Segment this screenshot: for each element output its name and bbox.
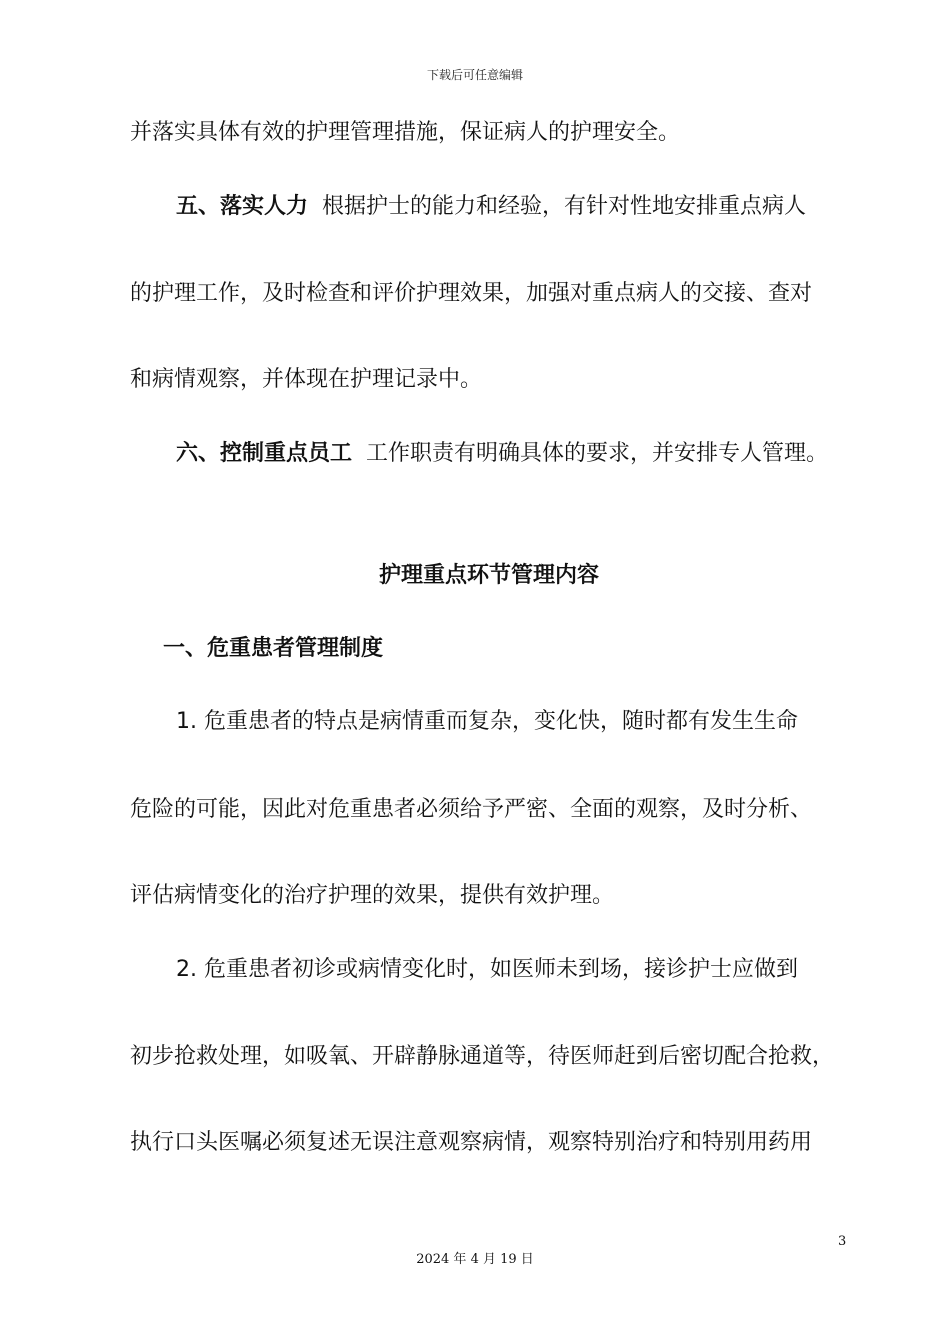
list-item-line: 2. 危重患者初诊或病情变化时，如医师未到场，接诊护士应做到 <box>176 957 798 982</box>
paragraph-line: 和病情观察，并体现在护理记录中。 <box>130 367 483 392</box>
subsection-heading: 一、危重患者管理制度 <box>163 636 384 661</box>
list-item-line: 初步抢救处理，如吸氧、开辟静脉通道等，待医师赶到后密切配合抢救， <box>130 1044 835 1069</box>
paragraph-text: 根据护士的能力和经验，有针对性地安排重点病人 <box>322 194 807 219</box>
page-number: 3 <box>838 1234 847 1249</box>
section-six-heading: 六、控制重点员工 <box>176 441 353 466</box>
paragraph-five-first-line <box>176 192 916 222</box>
paragraph-six-first-line <box>176 439 916 469</box>
paragraph-line: 并落实具体有效的护理管理措施，保证病人的护理安全。 <box>130 120 681 145</box>
section-five-heading: 五、落实人力 <box>176 194 309 219</box>
list-item-line: 危险的可能，因此对危重患者必须给予严密、全面的观察，及时分析、 <box>130 797 813 822</box>
list-item-line: 1. 危重患者的特点是病情重而复杂，变化快，随时都有发生生命 <box>176 709 798 734</box>
section-title: 护理重点环节管理内容 <box>378 563 599 588</box>
paragraph-text: 工作职责有明确具体的要求，并安排专人管理。 <box>366 441 829 466</box>
paragraph-line: 的护理工作，及时检查和评价护理效果，加强对重点病人的交接、查对 <box>130 281 813 306</box>
page-header: 下载后可任意编辑 <box>426 68 523 82</box>
footer-date: 2024 年 4 月 19 日 <box>416 1252 534 1267</box>
list-item-line: 执行口头医嘱必须复述无误注意观察病情，观察特别治疗和特别用药用 <box>130 1130 813 1155</box>
list-item-line: 评估病情变化的治疗护理的效果，提供有效护理。 <box>130 883 615 908</box>
